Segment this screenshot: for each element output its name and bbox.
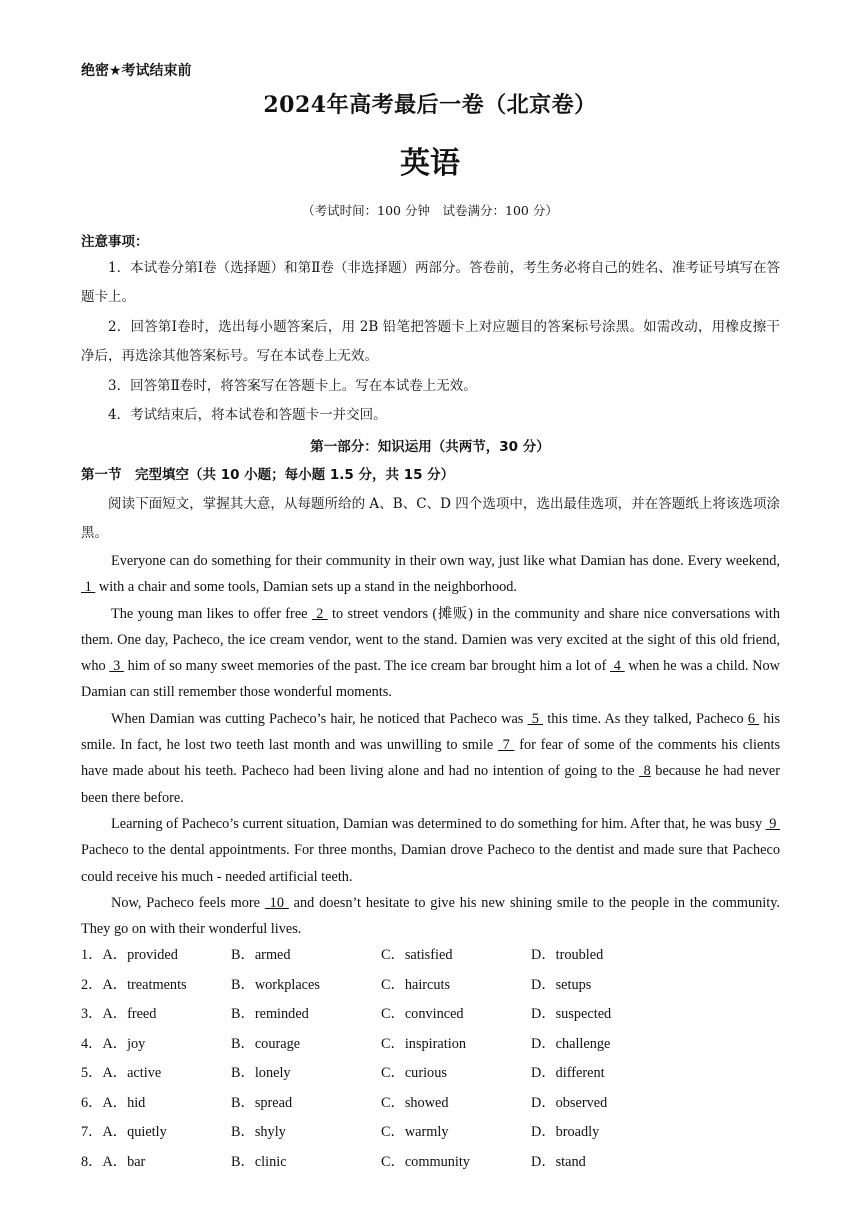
option-d: D．observed bbox=[531, 1094, 608, 1111]
option-a: 6．A．hid bbox=[81, 1094, 146, 1111]
option-c: C．warmly bbox=[381, 1124, 449, 1140]
blank-10: 10 bbox=[264, 894, 289, 911]
blank-7: 7 bbox=[497, 737, 515, 754]
option-b: B．workplaces bbox=[231, 976, 320, 993]
option-a: 7．A．quietly bbox=[81, 1124, 167, 1140]
section-heading: 第一节 完型填空（共 10 小题；每小题 1.5 分，共 15 分） bbox=[81, 467, 455, 483]
option-a: 1．A．provided bbox=[81, 947, 178, 963]
notice-item-4: 4．考试结束后，将本试卷和答题卡一并交回。 bbox=[108, 407, 387, 423]
option-d: D．suspected bbox=[531, 1006, 612, 1022]
option-d: D．stand bbox=[531, 1153, 586, 1170]
question-options bbox=[81, 1092, 780, 1122]
option-c: C．haircuts bbox=[381, 976, 451, 993]
option-d: D．different bbox=[531, 1065, 605, 1081]
option-d: D．troubled bbox=[531, 947, 604, 963]
question-options bbox=[81, 1121, 780, 1151]
blank-9: 9 bbox=[765, 815, 781, 832]
exam-info: （考试时间：100 分钟 试卷满分：100 分） bbox=[302, 203, 558, 218]
blank-1: 1 bbox=[81, 579, 96, 596]
notice-item-3: 3．回答第Ⅱ卷时，将答案写在答题卡上。写在本试卷上无效。 bbox=[108, 378, 477, 394]
option-a: 4．A．joy bbox=[81, 1035, 146, 1052]
section-instruction: 阅读下面短文，掌握其大意，从每题所给的 A、B、C、D 四个选项中，选出最佳选项，并在答题纸上将该选项涂黑。 bbox=[81, 496, 780, 541]
option-d: D．setups bbox=[531, 976, 592, 993]
blank-6: 6 bbox=[747, 710, 760, 727]
question-options bbox=[81, 1033, 780, 1063]
subject-title: 英语 bbox=[400, 146, 460, 181]
blank-5: 5 bbox=[527, 710, 544, 727]
option-a: 3．A．freed bbox=[81, 1006, 157, 1022]
passage-paragraph: Everyone can do something for their community in their own way, just like what Damian has done. Every weekend, 1 with a chair and some tools, Damian sets up a stand in the neighborhood. bbox=[81, 553, 780, 596]
notice-item-2: 2．回答第Ⅰ卷时，选出每小题答案后，用 2B 铅笔把答题卡上对应题目的答案标号涂黑。如需改动，用橡皮擦干净后，再选涂其他答案标号。写在本试卷上无效。 bbox=[81, 319, 780, 364]
question-options bbox=[81, 944, 780, 974]
notice-item-1: 1．本试卷分第Ⅰ卷（选择题）和第Ⅱ卷（非选择题）两部分。答卷前，考生务必将自己的姓名、准考证号填写在答题卡上。 bbox=[81, 260, 780, 305]
option-b: B．clinic bbox=[231, 1153, 287, 1170]
option-d: D．challenge bbox=[531, 1035, 611, 1052]
option-b: B．shyly bbox=[231, 1124, 286, 1140]
answer-options bbox=[81, 944, 780, 1180]
blank-4: 4 bbox=[610, 658, 625, 675]
blank-3: 3 bbox=[109, 658, 124, 675]
passage-paragraph: When Damian was cutting Pacheco’s hair, he noticed that Pacheco was 5 this time. As they talked, Pacheco 6 his smile. In fact, he lost two teeth last month and was unwilling to smile 7 for fear of some of the comments his clients have made about his teeth. Pacheco had been living alone and had no intention of going to the 8 because he had never been there before. bbox=[81, 710, 781, 806]
option-b: B．spread bbox=[231, 1094, 293, 1111]
option-b: B．reminded bbox=[231, 1006, 309, 1022]
option-a: 5．A．active bbox=[81, 1065, 162, 1081]
question-options bbox=[81, 974, 780, 1004]
blank-2: 2 bbox=[311, 605, 328, 622]
option-c: C．showed bbox=[381, 1094, 449, 1111]
exam-title: 2024年高考最后一卷（北京卷） bbox=[263, 92, 597, 118]
blank-8: 8 bbox=[639, 763, 651, 780]
question-options bbox=[81, 1062, 780, 1092]
option-a: 8．A．bar bbox=[81, 1153, 146, 1170]
question-options bbox=[81, 1003, 780, 1033]
cloze-passage bbox=[81, 548, 780, 942]
passage-paragraph: Now, Pacheco feels more 10 and doesn’t hesitate to give his new shining smile to the people in the community. They go on with their wonderful lives. bbox=[81, 894, 780, 938]
confidential-label: 绝密★考试结束前 bbox=[81, 63, 192, 79]
part-heading: 第一部分：知识运用（共两节，30 分） bbox=[310, 439, 550, 455]
option-a: 2．A．treatments bbox=[81, 976, 187, 993]
option-c: C．convinced bbox=[381, 1006, 464, 1022]
option-c: C．curious bbox=[381, 1065, 447, 1081]
passage-paragraph: Learning of Pacheco’s current situation, Damian was determined to do something for him. After that, he was busy 9 Pacheco to the dental appointments. For three months, Damian drove Pacheco to the dentist and made sure that Pacheco could receive his much - needed artificial teeth. bbox=[81, 815, 781, 885]
option-b: B．lonely bbox=[231, 1065, 291, 1081]
option-b: B．armed bbox=[231, 947, 291, 963]
option-c: C．satisfied bbox=[381, 947, 453, 963]
passage-paragraph: The young man likes to offer free 2 to street vendors (摊贩) in the community and share nice conversations with them. One day, Pacheco, the ice cream vendor, went to the stand. Damien was very excited at the sight of this old friend, who 3 him of so many sweet memories of the past. The ice cream bar brought him a lot of 4 when he was a child. Now Damian can still remember those wonderful moments. bbox=[81, 605, 780, 701]
option-c: C．inspiration bbox=[381, 1035, 466, 1052]
question-options bbox=[81, 1151, 780, 1181]
option-b: B．courage bbox=[231, 1035, 301, 1052]
option-c: C．community bbox=[381, 1153, 470, 1170]
option-d: D．broadly bbox=[531, 1124, 600, 1140]
notice-heading: 注意事项： bbox=[81, 234, 149, 250]
